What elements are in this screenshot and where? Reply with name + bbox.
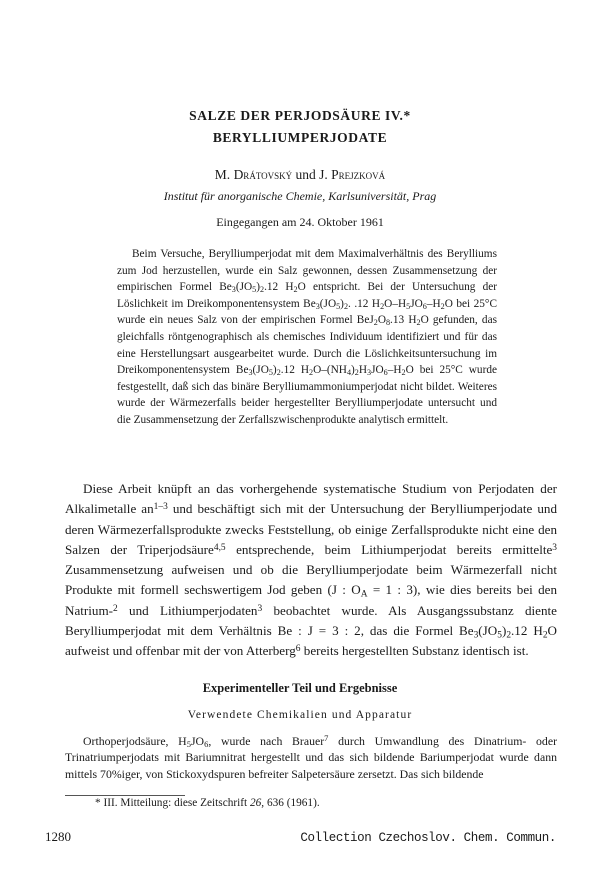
author-conjunction: und bbox=[292, 167, 320, 182]
section-heading: Experimenteller Teil und Ergebnisse bbox=[202, 681, 398, 695]
footnote-volume: 26, bbox=[249, 797, 265, 809]
introduction-paragraph: Diese Arbeit knüpft an das vorhergehende systematische Studium von Perjodaten der Alkalimetalle $an^{1-3}$ und beschäftigt sich mit der Untersuchung der Berylliumperjodate und deren Wärmezerfallsprodukte zwecks Feststellung, ob einige Zerfallsprodukte nicht eine den Salzen der Triperjodsäure$^{4,5}$ entsprechende, beim Lithiumperjodat bereits ermittelte$^3$ Zusammensetzung aufweisen und ob die Berylliumperjodate beim Wärmezerfall nicht Produkte mit formell sechswertigem Jod geben (J : $O_A = 1$ : 3), wie dies bereits bei den Natrium-$^2$ und Lithiumperjodaten$^3$ beobachtet wurde. Als Ausgangssubstanz diente Berylliumperjodat mit dem Verhältnis Be : J = 3 : 2, das die Formel $Be_3(JO_5)_2.12$ $H_2O$ aufweist und offenbar mit der von Atterberg$^6$ bereits hergestellten Substanz identisch ist. bbox=[65, 481, 557, 659]
footnote-rule bbox=[65, 795, 185, 796]
journal-name: Collection Czechoslov. Chem. Commun. bbox=[300, 831, 556, 845]
citation: 4,5 bbox=[213, 542, 226, 553]
author-2-surname: Prejzková bbox=[331, 167, 386, 182]
introduction bbox=[65, 479, 557, 662]
affiliation: Institut für anorganische Chemie, Karlsuniversität, Prag bbox=[163, 189, 437, 203]
footnote: * III. Mitteilung: diese Zeitschrift 26, 636 (1961). bbox=[95, 797, 320, 809]
author-line bbox=[0, 167, 600, 183]
author-1-initial: M. bbox=[214, 167, 234, 182]
author-1-surname: Drátovský bbox=[233, 167, 293, 182]
citation: 3 bbox=[552, 542, 557, 553]
methods-text bbox=[65, 733, 557, 782]
article-title: SALZE DER PERJODSÄURE IV.* bbox=[189, 108, 411, 123]
abstract-paragraph: Beim Versuche, Berylliumperjodat mit dem Maximalverhältnis des Berylliums zum Jod herzustellen, wurde ein Salz gewonnen, dessen Zusammensetzung der empirischen Formel $Be_3(JO_5)_2.12$ $H_2O$ entspricht. Bei der Untersuchung der Löslichkeit im Dreikomponentensystem $Be_3(JO_5)_2$. .12 $H_2O-H_5JO_6-H_2O$ bei 25°C wurde ein neues Salz von der empirischen Formel $BeJ_2O_8.13$ $H_2O$ gefunden, das gleichfalls röntgenographisch als chemisches Individuum identifiziert und für das eine Herstellungsart ausgearbeitet wurde. Durch die Löslichkeitsuntersuchung im Dreikomponentensystem $Be_3(JO_5)_2.12$ $H_2O-(NH_4)_2H_3JO_6-H_2O$ bei 25°C wurde festgestellt, daß sich das binäre Berylliumammoniumperjodat nicht bildet. Weiteres wurde der Wärmezerfalls beider hergestellter Berylliumperjodate untersucht und die Zusammensetzung der Zerfallszwischenprodukte analytisch ermittelt. bbox=[117, 248, 498, 426]
abstract bbox=[117, 246, 497, 429]
citation: 7 bbox=[324, 733, 329, 744]
citation: 6 bbox=[295, 644, 301, 655]
subsection-heading: Verwendete Chemikalien und Apparatur bbox=[187, 709, 413, 721]
citation: 2 bbox=[113, 603, 118, 614]
methods-paragraph: Orthoperjodsäure, $H_5JO_6$, wurde nach Brauer$^7$ durch Umwandlung des Dinatrium- oder Trinatriumperjodats mit Bariumnitrat hergestellt und das sich bildende Bariumperjodat wurde dann mittels 70%iger, von Stickoxydspuren befreiter Salpetersäure zersetzt. Das sich bildende bbox=[65, 733, 557, 781]
article-subtitle: BERYLLIUMPERJODATE bbox=[212, 130, 388, 145]
citation: 3 bbox=[257, 603, 263, 614]
citation: 1–3 bbox=[153, 502, 168, 513]
author-2-initial: J. bbox=[319, 167, 332, 182]
page-number: 1280 bbox=[45, 829, 71, 844]
received-date: Eingegangen am 24. Oktober 1961 bbox=[216, 215, 384, 229]
